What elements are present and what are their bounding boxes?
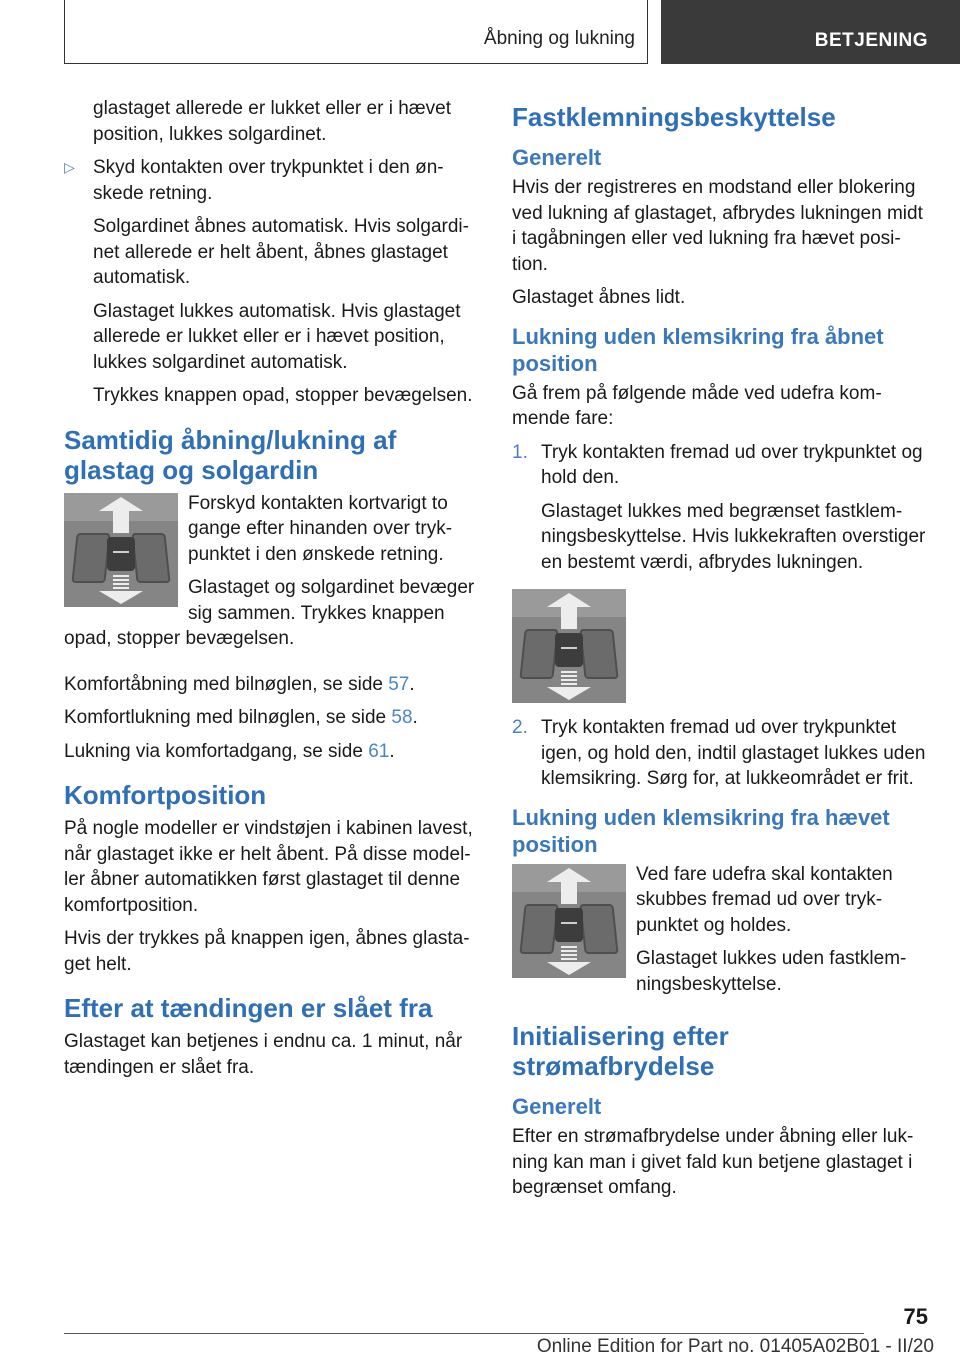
paragraph: På nogle modeller er vindstøjen i kabinen lavest, når glastaget ikke er helt åbent. På disse modeller åbner automatikken først glastaget til denne komfortposition. bbox=[64, 818, 473, 916]
arrow-down-icon bbox=[99, 591, 143, 604]
paragraph: Ved fare udefra skal kontakten skubbes fremad ud over trykpunktet og holdes. bbox=[636, 863, 893, 936]
roof-switch-illustration bbox=[512, 589, 626, 703]
numbered-step bbox=[512, 715, 928, 792]
paragraph: Efter en strømafbrydelse under åbning eller lukning kan man i givet fald kun betjene glastaget i begrænset omfang. bbox=[512, 1126, 914, 1198]
arrow-up-icon bbox=[547, 868, 591, 882]
page-number: 75 bbox=[903, 1304, 928, 1329]
page-link[interactable]: 61 bbox=[368, 740, 390, 762]
paragraph: Glastaget åbnes lidt. bbox=[512, 287, 686, 308]
step-number: 2. bbox=[512, 717, 528, 738]
heading-komfortposition: Komfortposition bbox=[64, 780, 267, 810]
paragraph: Hvis der trykkes på knappen igen, åbnes glastaget helt. bbox=[64, 928, 470, 975]
page-link[interactable]: 58 bbox=[391, 707, 413, 728]
arrow-down-icon bbox=[547, 962, 591, 975]
heading-samtidig: Samtidig åbning/lukning af glastag og solgardin bbox=[64, 424, 397, 485]
paragraph: Solgardinet åbnes automatisk. Hvis solgardinet allerede er helt åbent, åbnes glastaget automatisk. bbox=[93, 216, 469, 288]
page-reference: Lukning via komfortadgang, se side 61. bbox=[64, 740, 395, 762]
left-column bbox=[64, 96, 480, 1088]
arrow-up-icon bbox=[99, 497, 143, 511]
page-link[interactable]: 57 bbox=[388, 673, 410, 695]
header-chapter-box bbox=[661, 0, 960, 64]
paragraph: Glastaget lukkes med begrænset fastklemningsbeskyttelse. Hvis lukkekraften overstiger en bestemt værdi, afbrydes lukningen. bbox=[541, 500, 926, 573]
step-text: Tryk kontakten fremad ud over trykpunktet igen, og hold den, indtil glastaget lukkes uden klemsikring. Sørg for, at lukkeområdet er frit. bbox=[541, 717, 926, 789]
subheading-generelt: Generelt bbox=[512, 145, 602, 170]
subheading-lukning-haevet: Lukning uden klemsikring fra hævet position bbox=[512, 804, 890, 857]
roof-switch-illustration bbox=[512, 864, 626, 978]
paragraph: Glastaget lukkes uden fastklemningsbeskyttelse. bbox=[636, 948, 907, 995]
paragraph: Trykkes knappen opad, stopper bevægelsen. bbox=[93, 385, 473, 406]
paragraph: Glastaget og solgardinet bevæger sig sammen. Trykkes knappen opad, stopper bevægelsen. bbox=[64, 577, 475, 649]
footer-edition: Online Edition for Part no. 01405A02B01 - II/20 bbox=[536, 1336, 934, 1357]
arrow-up-icon bbox=[547, 593, 591, 607]
step-number: 1. bbox=[512, 441, 528, 463]
header-section-box bbox=[64, 0, 648, 64]
paragraph-continued: glastaget allerede er lukket eller er i hævet position, lukkes solgardinet. bbox=[93, 98, 452, 145]
page-reference: Komfortlukning med bilnøglen, se side 58. bbox=[64, 707, 418, 728]
heading-initialisering: Initialisering efter strømafbrydelse bbox=[512, 1021, 729, 1081]
arrow-down-icon bbox=[547, 687, 591, 700]
right-column bbox=[512, 96, 928, 1209]
paragraph: Glastaget lukkes automatisk. Hvis glastaget allerede er lukket eller er i hævet position, lukkes solgardinet automatisk. bbox=[93, 300, 461, 373]
heading-efter-taending: Efter at tændingen er slået fra bbox=[64, 993, 433, 1023]
page-reference: Komfortåbning med bilnøglen, se side 57. bbox=[64, 673, 415, 695]
bullet-text: Skyd kontakten over trykpunktet i den ønskede retning. bbox=[93, 157, 444, 204]
footer-divider bbox=[64, 1333, 864, 1334]
subheading-lukning-aabnet: Lukning uden klemsikring fra åbnet position bbox=[512, 323, 884, 376]
header-chapter-title: BETJENING bbox=[814, 30, 928, 51]
step-text: Tryk kontakten fremad ud over trykpunktet og hold den. bbox=[541, 441, 923, 488]
numbered-step bbox=[512, 440, 928, 491]
paragraph: Hvis der registreres en modstand eller blokering ved lukning af glastaget, afbrydes lukningen midt i tagåbningen eller ved lukning fra hævet position. bbox=[512, 177, 923, 275]
paragraph: Gå frem på følgende måde ved udefra kommende fare: bbox=[512, 382, 882, 429]
heading-fastklemning: Fastklemningsbeskyttelse bbox=[512, 102, 836, 132]
paragraph: Forskyd kontakten kortvarigt to gange efter hinanden over trykpunktet i den ønskede retning. bbox=[188, 492, 453, 565]
subheading-generelt: Generelt bbox=[512, 1094, 602, 1119]
figure-block bbox=[512, 862, 928, 1006]
paragraph: Glastaget kan betjenes i endnu ca. 1 minut, når tændingen er slået fra. bbox=[64, 1031, 463, 1078]
roof-switch-illustration bbox=[64, 493, 178, 607]
figure-block bbox=[64, 491, 480, 660]
triangle-bullet-icon: ▷ bbox=[64, 159, 75, 175]
header-section-title: Åbning og lukning bbox=[483, 28, 635, 49]
bullet-item bbox=[64, 155, 480, 206]
